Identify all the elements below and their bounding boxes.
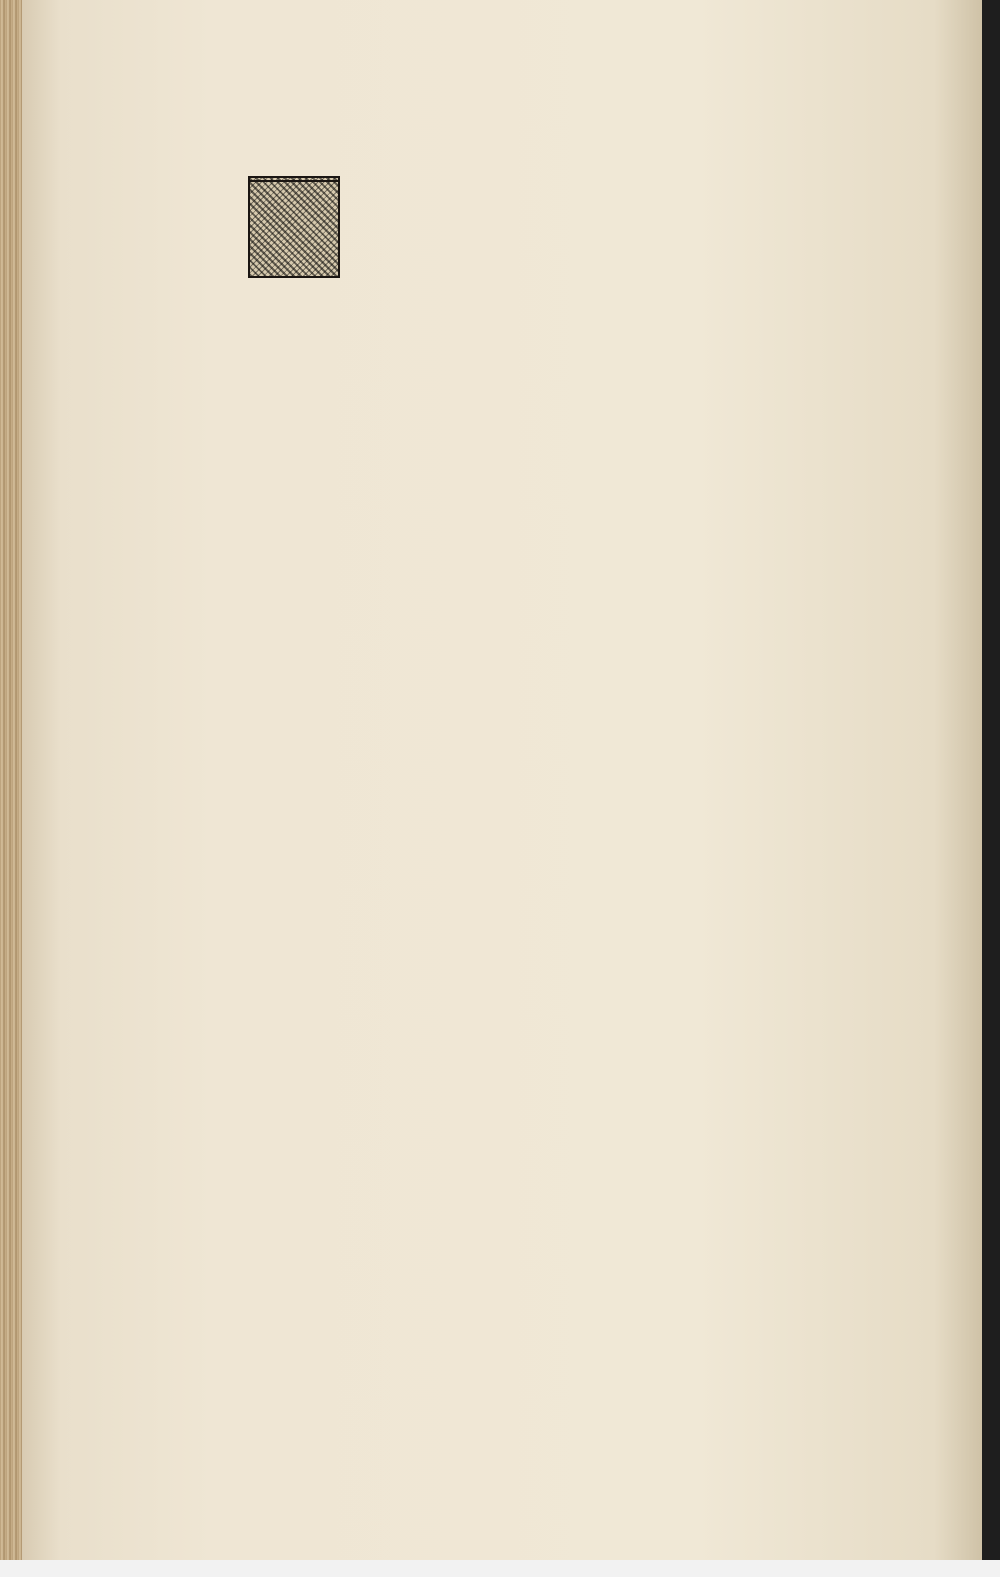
- running-head: [248, 146, 898, 170]
- page-number: [248, 146, 360, 170]
- decorated-initial-p: [248, 180, 340, 278]
- book-page: [22, 0, 982, 1560]
- text-block: [248, 146, 898, 178]
- scan-border: [982, 0, 1000, 1560]
- footer-bar: [0, 1560, 1000, 1577]
